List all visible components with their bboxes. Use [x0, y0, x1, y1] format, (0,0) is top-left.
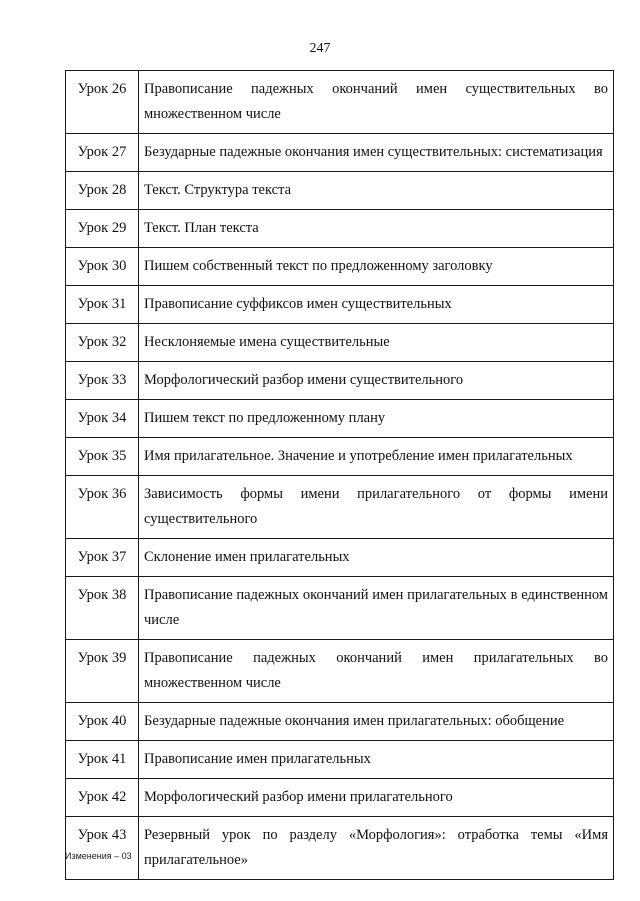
table-row — [66, 577, 614, 640]
lesson-number-cell: Урок 43 — [66, 817, 139, 880]
lesson-number-cell: Урок 29 — [66, 210, 139, 248]
lesson-topic-cell: Склонение имен прилагательных — [139, 539, 614, 577]
table-row — [66, 286, 614, 324]
table-row — [66, 400, 614, 438]
lesson-topic-cell: Пишем собственный текст по предложенному заголовку — [139, 248, 614, 286]
lesson-topic-cell: Морфологический разбор имени прилагательного — [139, 779, 614, 817]
table-row — [66, 71, 614, 134]
lesson-topic-cell: Безударные падежные окончания имен прилагательных: обобщение — [139, 703, 614, 741]
table-row — [66, 134, 614, 172]
table-row — [66, 172, 614, 210]
table-row — [66, 817, 614, 880]
lesson-number-cell: Урок 37 — [66, 539, 139, 577]
lesson-number-cell: Урок 42 — [66, 779, 139, 817]
lesson-number-cell: Урок 30 — [66, 248, 139, 286]
table-row — [66, 362, 614, 400]
lesson-topic-cell: Имя прилагательное. Значение и употребление имен прилагательных — [139, 438, 614, 476]
lesson-topic-cell: Безударные падежные окончания имен существительных: систематизация — [139, 134, 614, 172]
lesson-plan-table — [65, 70, 614, 880]
lesson-number-cell: Урок 27 — [66, 134, 139, 172]
lesson-number-cell: Урок 35 — [66, 438, 139, 476]
lesson-number-cell: Урок 36 — [66, 476, 139, 539]
table-row — [66, 539, 614, 577]
lesson-number-cell: Урок 32 — [66, 324, 139, 362]
lesson-topic-cell: Правописание падежных окончаний имен существительных во множественном числе — [139, 71, 614, 134]
lesson-topic-cell: Морфологический разбор имени существительного — [139, 362, 614, 400]
table-row — [66, 438, 614, 476]
lesson-number-cell: Урок 41 — [66, 741, 139, 779]
lesson-number-cell: Урок 38 — [66, 577, 139, 640]
lesson-rows — [66, 71, 614, 880]
lesson-number-cell: Урок 40 — [66, 703, 139, 741]
table-row — [66, 779, 614, 817]
lesson-number-cell: Урок 33 — [66, 362, 139, 400]
table-row — [66, 248, 614, 286]
table-row — [66, 324, 614, 362]
page-footer: Изменения – 03 — [65, 851, 132, 861]
table-row — [66, 210, 614, 248]
lesson-topic-cell: Правописание имен прилагательных — [139, 741, 614, 779]
lesson-topic-cell: Правописание суффиксов имен существительных — [139, 286, 614, 324]
table-row — [66, 476, 614, 539]
lesson-topic-cell: Несклоняемые имена существительные — [139, 324, 614, 362]
table-row — [66, 640, 614, 703]
lesson-number-cell: Урок 28 — [66, 172, 139, 210]
page-number: 247 — [309, 41, 331, 56]
lesson-number-cell: Урок 34 — [66, 400, 139, 438]
lesson-topic-cell: Правописание падежных окончаний имен прилагательных во множественном числе — [139, 640, 614, 703]
lesson-topic-cell: Пишем текст по предложенному плану — [139, 400, 614, 438]
lesson-topic-cell: Правописание падежных окончаний имен прилагательных в единственном числе — [139, 577, 614, 640]
lesson-number-cell: Урок 39 — [66, 640, 139, 703]
table-row — [66, 703, 614, 741]
lesson-topic-cell: Текст. План текста — [139, 210, 614, 248]
lesson-topic-cell: Резервный урок по разделу «Морфология»: отработка темы «Имя прилагательное» — [139, 817, 614, 880]
table-row — [66, 741, 614, 779]
lesson-topic-cell: Зависимость формы имени прилагательного от формы имени существительного — [139, 476, 614, 539]
lesson-number-cell: Урок 26 — [66, 71, 139, 134]
lesson-topic-cell: Текст. Структура текста — [139, 172, 614, 210]
lesson-number-cell: Урок 31 — [66, 286, 139, 324]
